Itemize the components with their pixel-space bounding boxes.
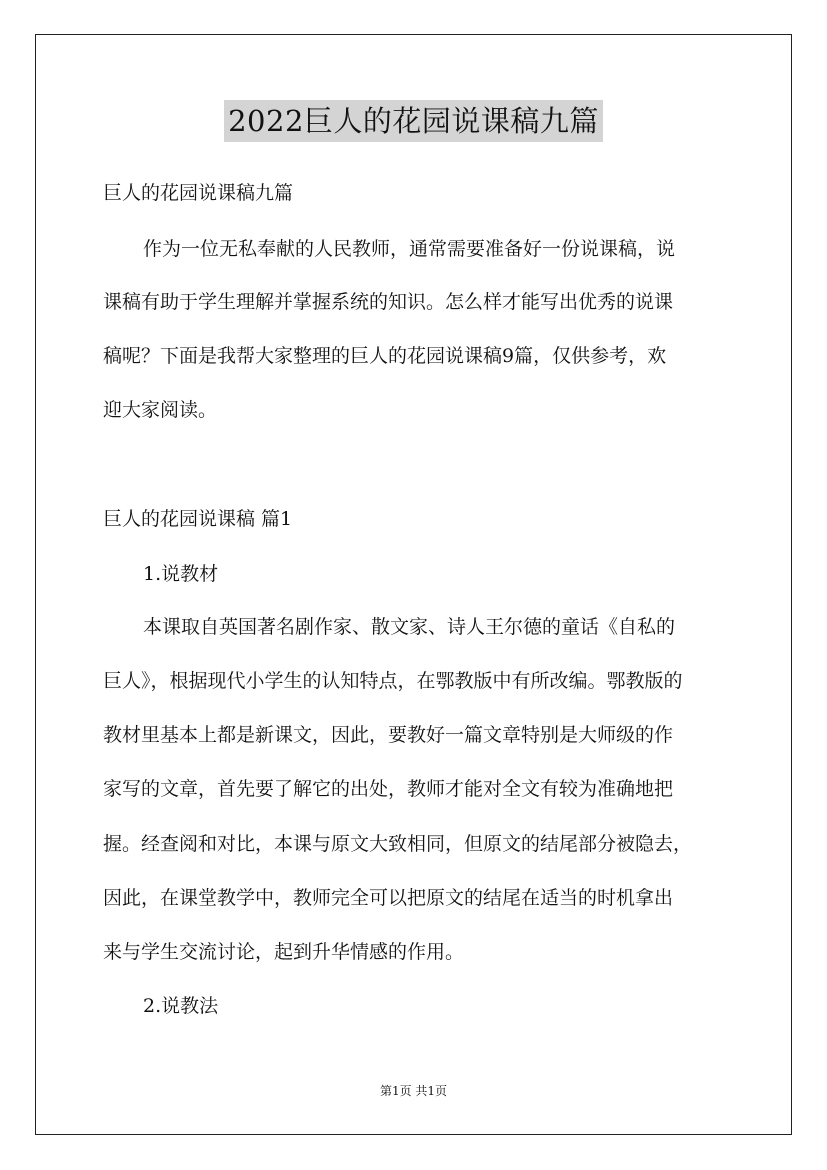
body-line-1: 本课取自英国著名剧作家、散文家、诗人王尔德的童话《自私的 [143, 616, 676, 638]
section-heading: 巨人的花园说课稿 篇1 [103, 508, 293, 530]
body-line-5: 握。经查阅和对比，本课与原文大致相同，但原文的结尾部分被隐去， [103, 833, 693, 855]
body-line-6: 因此，在课堂教学中，教师完全可以把原文的结尾在适当的时机拿出 [103, 887, 674, 909]
subsection-heading-2: 2.说教法 [143, 995, 219, 1017]
intro-line-2: 课稿有助于学生理解并掌握系统的知识。怎么样才能写出优秀的说课 [103, 291, 674, 313]
subsection-heading-1: 1.说教材 [143, 563, 219, 585]
page-number: 第1页 共1页 [379, 1084, 448, 1098]
title-container [0, 100, 827, 142]
intro-line-3: 稿呢？下面是我帮大家整理的巨人的花园说课稿9篇，仅供参考，欢 [103, 345, 667, 367]
body-line-7: 来与学生交流讨论，起到升华情感的作用。 [103, 941, 465, 963]
body-line-3: 教材里基本上都是新课文，因此，要教好一篇文章特别是大师级的作 [103, 724, 674, 746]
body-line-2: 巨人》，根据现代小学生的认知特点，在鄂教版中有所改编。鄂教版的 [103, 670, 683, 692]
body-line-4: 家写的文章，首先要了解它的出处，教师才能对全文有较为准确地把 [103, 778, 674, 800]
document-title: 2022巨人的花园说课稿九篇 [224, 100, 603, 142]
intro-line-1: 作为一位无私奉献的人民教师，通常需要准备好一份说课稿，说 [143, 238, 676, 260]
intro-line-4: 迎大家阅读。 [103, 399, 218, 421]
subtitle-line: 巨人的花园说课稿九篇 [103, 182, 294, 204]
